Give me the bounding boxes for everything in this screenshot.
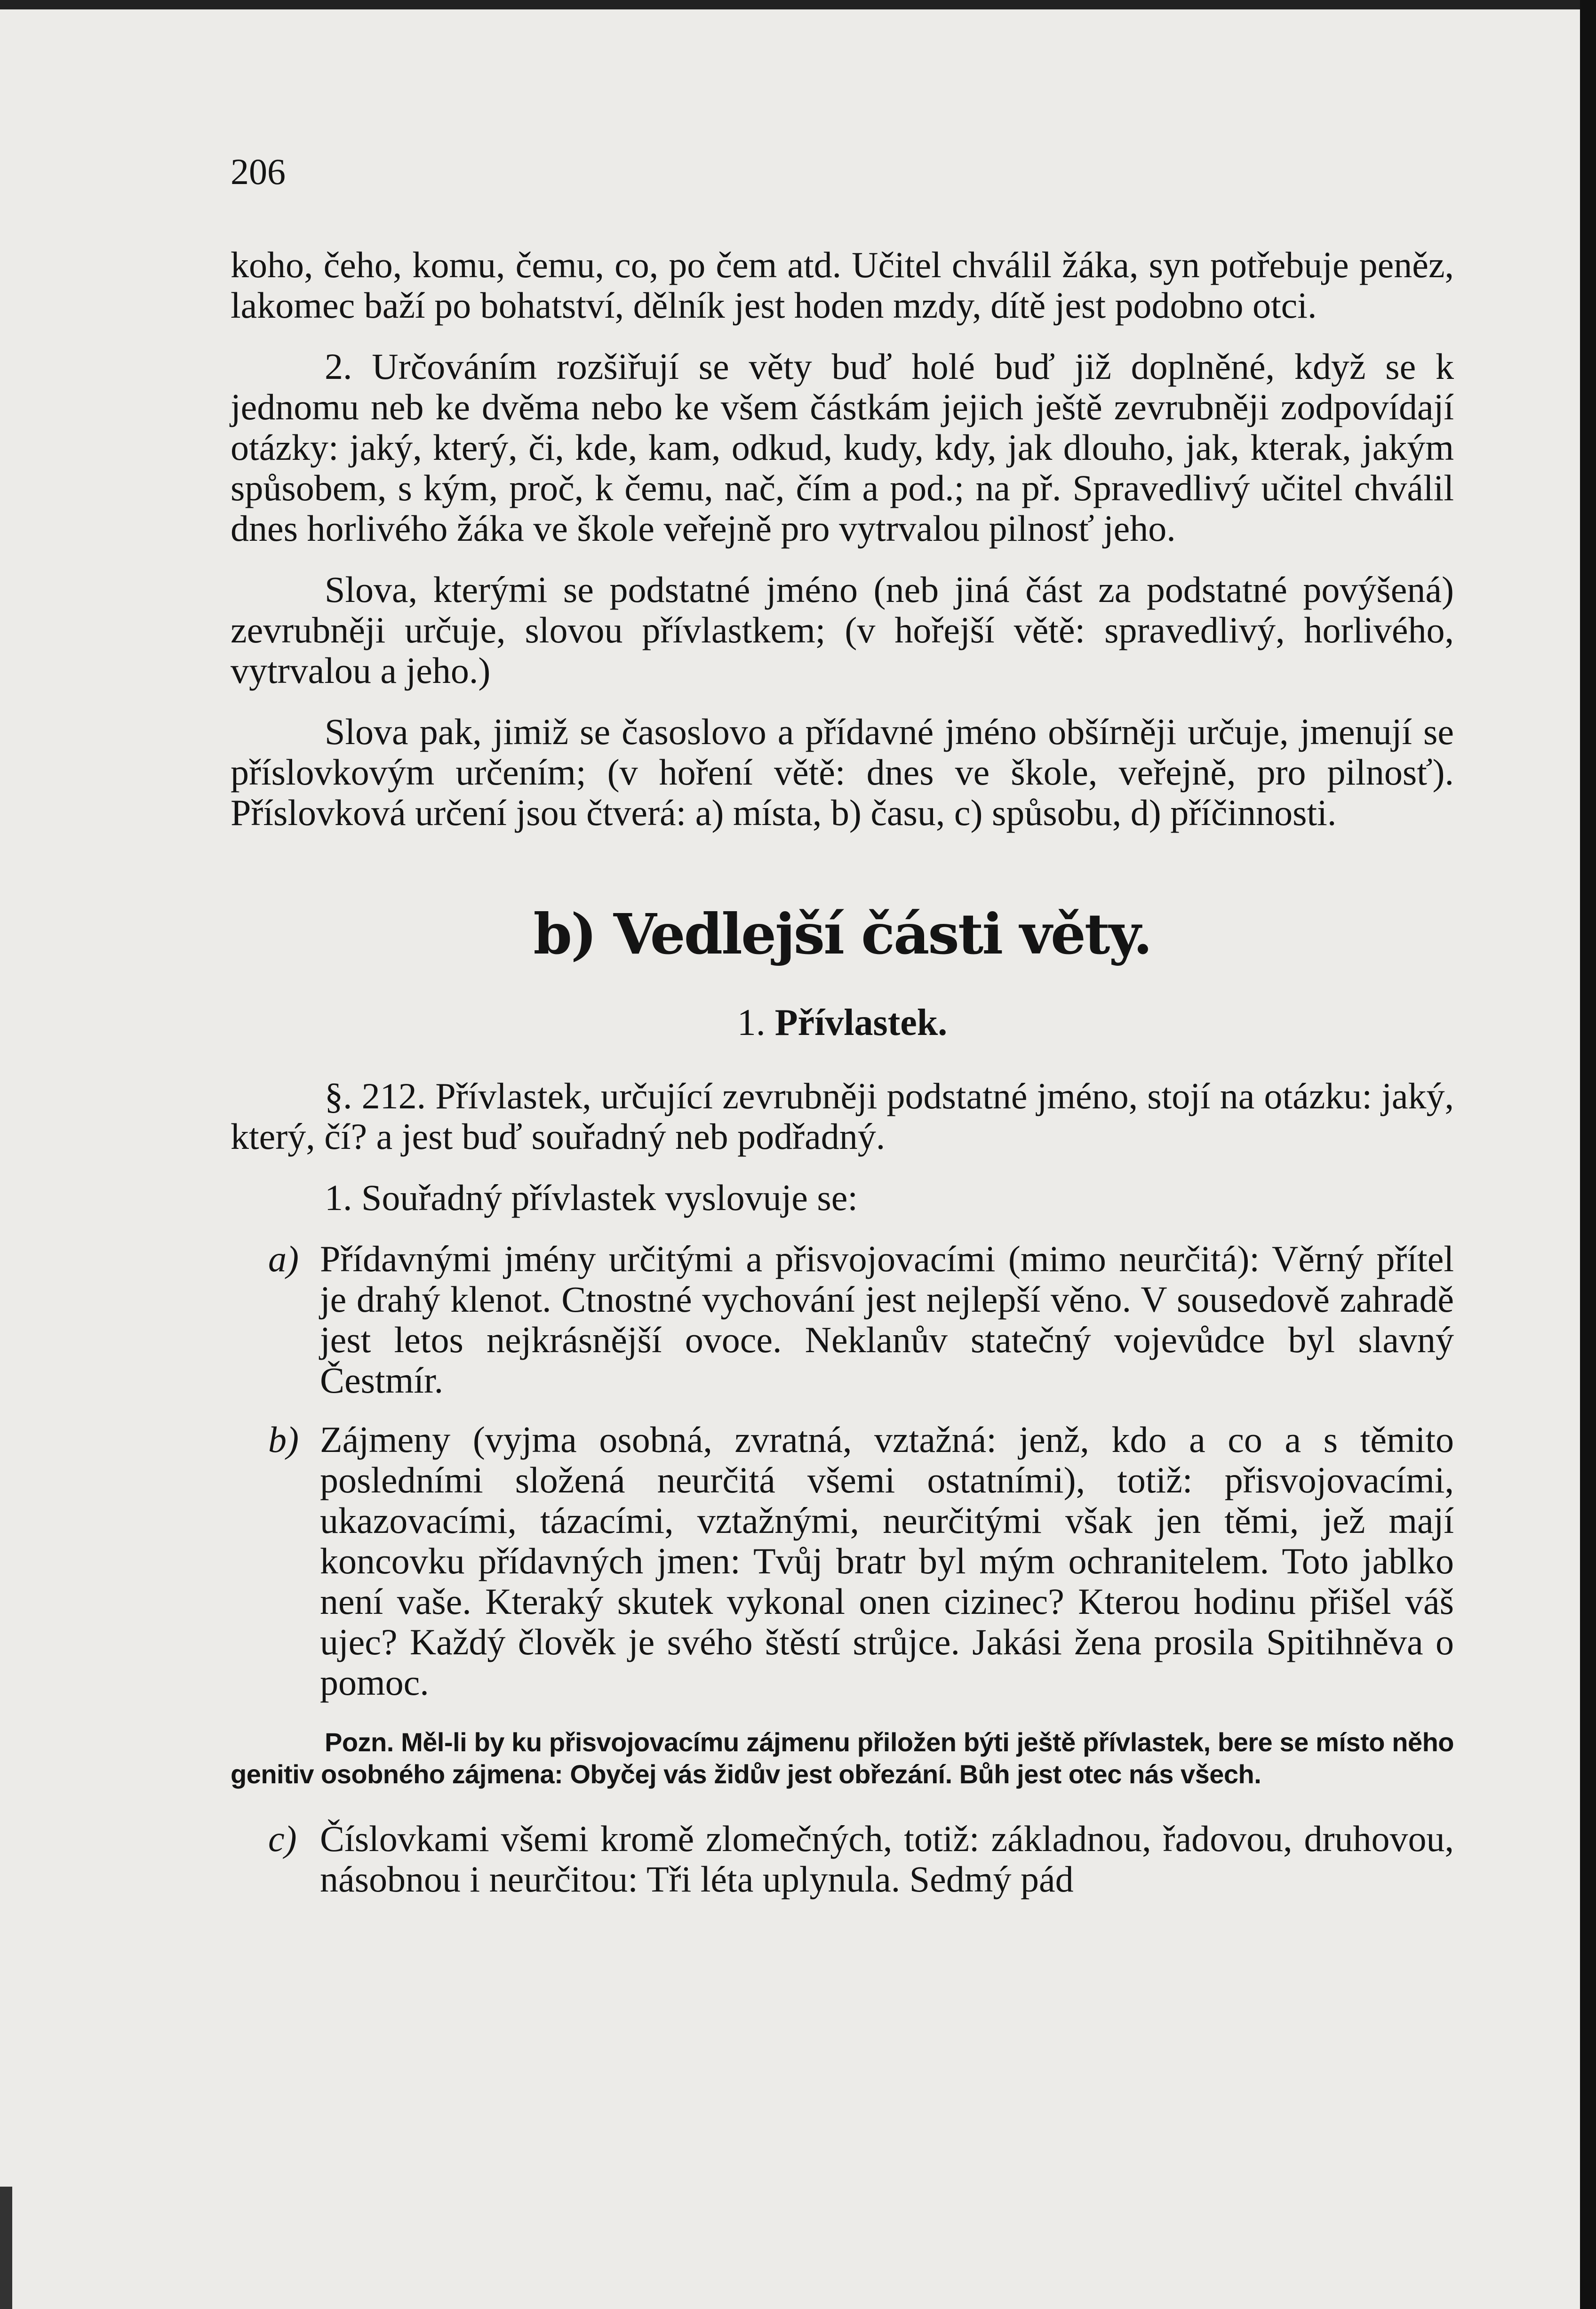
list-text-b: Zájmeny (vyjma osobná, zvratná, vztažná: jenž, kdo a co a s těmito posledními složená neurčitá všemi ostatními), totiž: přisvojovacími, ukazovacími, tázacími, vztažnými, neurčitými však jen těmi, jež mají koncovku přídavných jmen: Tvůj bratr byl mým ochranitelem. Toto jablko není vaše. Kteraký skutek vykonal onen cizinec? Kterou hodinu přišel váš ujec? Každý člověk je svého štěstí strůjce. Jakási žena prosila Spitihněva o pomoc.: [320, 1419, 1454, 1703]
page-number: 206: [231, 151, 286, 192]
scan-edge-top: [0, 0, 1596, 9]
section-heading: b) Vedlejší části věty.: [533, 901, 1151, 967]
list-item-b: [231, 1419, 1454, 1703]
list-item-c: [231, 1819, 1454, 1900]
sub-heading: [231, 1002, 1454, 1043]
paragraph-souradny: 1. Souřadný přívlastek vyslovuje se:: [325, 1177, 858, 1218]
list-marker-b: b): [268, 1419, 299, 1460]
sub-heading-number: 1.: [737, 1002, 766, 1043]
paragraph-prislovkove-urceni: Slova pak, jimiž se časoslovo a přídavné jméno obšírněji určuje, jmenují se příslovkovým určením; (v hoření větě: dnes ve škole, veřejně, pro pilnosť). Příslovková určení jsou čtverá: a) místa, b) času, c) spůsobu, d) příčinnosti.: [231, 711, 1454, 833]
paragraph-privlastek-definition: Slova, kterými se podstatné jméno (neb jiná část za podstatné povýšená) zevrubněji určuje, slovou přívlastkem; (v hořejší větě: spravedlivý, horlivého, vytrvalou a jeho.): [231, 569, 1454, 691]
list-marker-c: c): [268, 1818, 297, 1859]
list-marker-a: a): [268, 1238, 299, 1279]
paragraph-212: §. 212. Přívlastek, určující zevrubněji podstatné jméno, stojí na otázku: jaký, který, čí? a jest buď souřadný neb podřadný.: [231, 1075, 1454, 1157]
footnote: Pozn. Měl-li by ku přisvojovacímu zájmenu přiložen býti ještě přívlastek, bere se místo něho genitiv osobného zájmena: Obyčej vás židův jest obřezání. Bůh jest otec nás všech.: [231, 1727, 1454, 1789]
paragraph-continuation: koho, čeho, komu, čemu, co, po čem atd. Učitel chválil žáka, syn potřebuje peněz, lakomec baží po bohatství, dělník jest hoden mzdy, dítě jest podobno otci.: [231, 244, 1454, 326]
scan-edge-right: [1580, 0, 1596, 2309]
paragraph-urcovani: 2. Určováním rozšiřují se věty buď holé buď již doplněné, když se k jednomu neb ke dvěma nebo ke všem částkám jejich ještě zevrubněji zodpovídají otázky: jaký, který, či, kde, kam, odkud, kudy, kdy, jak dlouho, jak, kterak, jakým spůsobem, s kým, proč, k čemu, nač, čím a pod.; na př. Spravedlivý učitel chválil dnes horlivého žáka ve škole veřejně pro vytrvalou pilnosť jeho.: [231, 346, 1454, 549]
list-text-a: Přídavnými jmény určitými a přisvojovacími (mimo neurčitá): Věrný přítel je drahý klenot. Ctnostné vychování jest nejlepší věno. V sousedově zahradě jest letos nejkrásnější ovoce. Neklanův statečný vojevůdce byl slavný Čestmír.: [320, 1238, 1454, 1401]
list-item-a: [231, 1239, 1454, 1401]
scan-edge-left: [0, 2187, 12, 2309]
sub-heading-title: Přívlastek.: [774, 1002, 948, 1043]
list-text-c: Číslovkami všemi kromě zlomečných, totiž: základnou, řadovou, druhovou, násobnou i neurčitou: Tři léta uplynula. Sedmý pád: [320, 1818, 1454, 1900]
page-content: [231, 245, 1454, 1918]
